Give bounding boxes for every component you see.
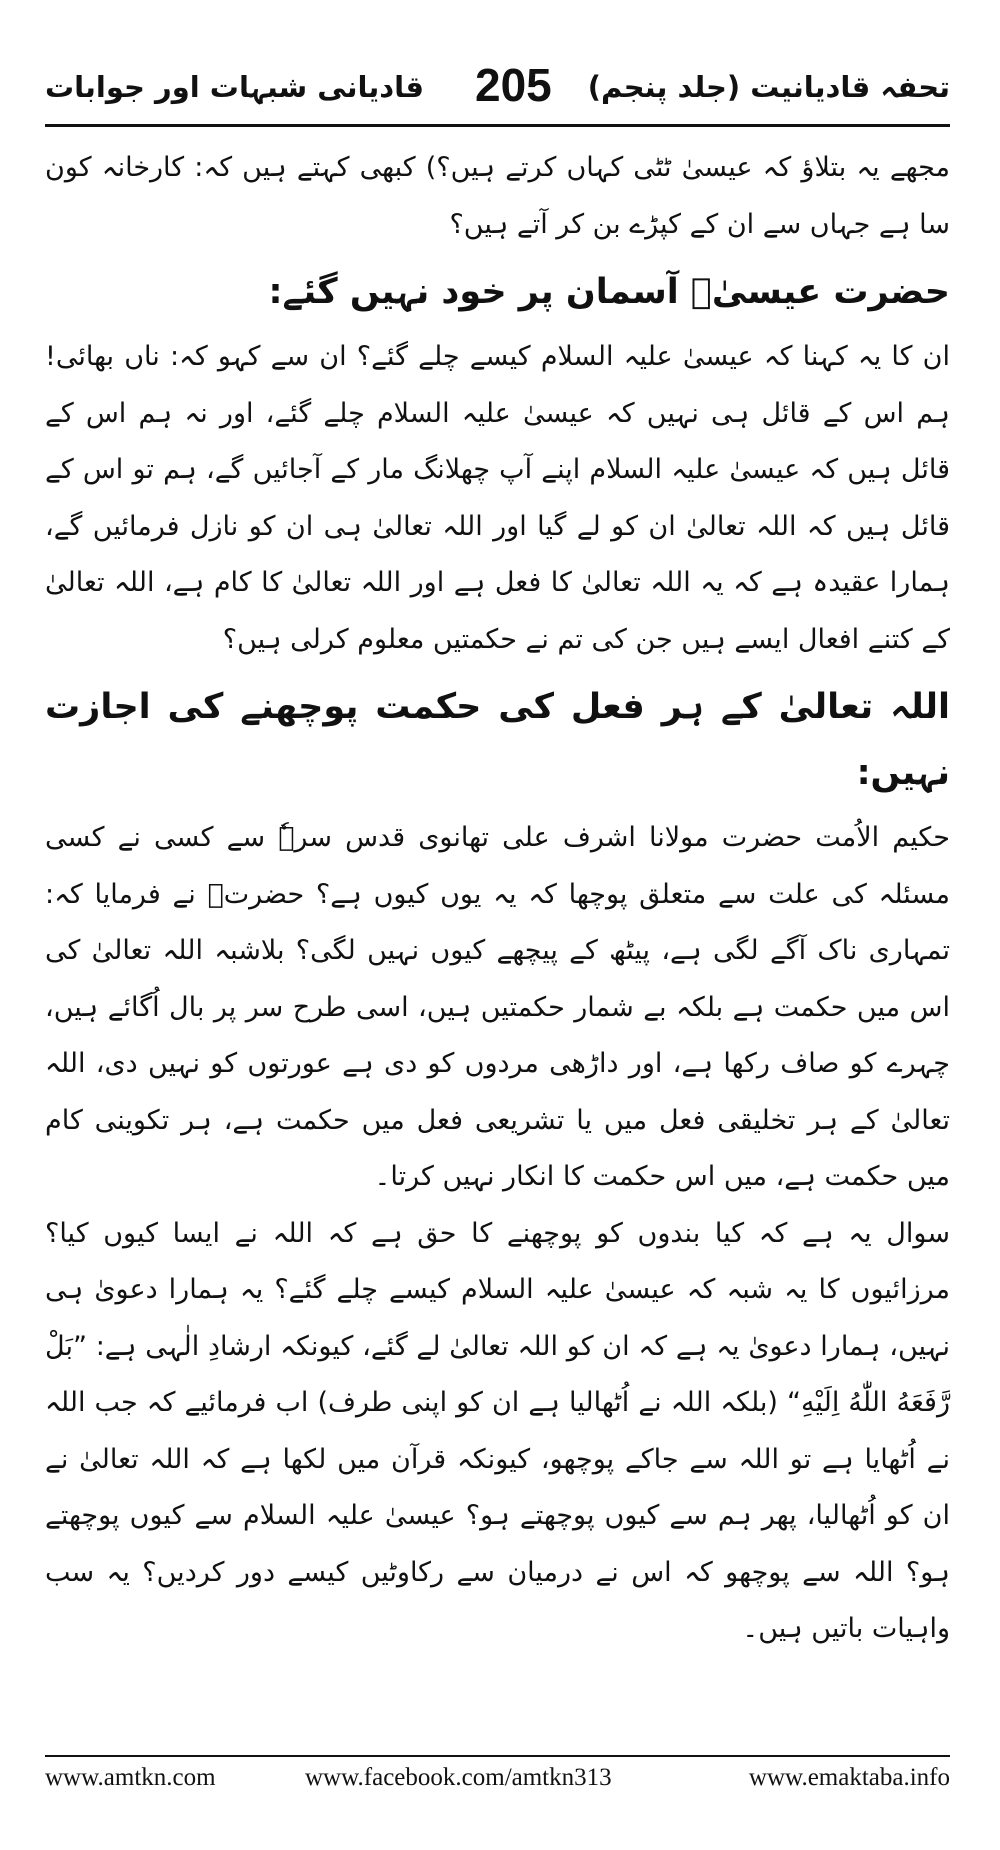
book-title: تحفہ قادیانیت (جلد پنجم) [587,70,950,104]
header-divider [45,124,950,127]
page-body [45,140,950,1658]
paragraph-4: سوال یہ ہے کہ کیا بندوں کو پوچھنے کا حق ہے کہ اللہ نے ایسا کیوں کیا؟ مرزائیوں کا یہ شبہ کہ عیسیٰ علیہ السلام کیسے چلے گئے؟ یہ ہمارا دعویٰ ہی نہیں، ہمارا دعویٰ یہ ہے کہ ان کو اللہ تعالیٰ لے گئے، کیونکہ ارشادِ الٰہی ہے: ”بَلْ رَّفَعَهُ اللّٰهُ اِلَيْهِ“ (بلکہ اللہ نے اُٹھالیا ہے ان کو اپنی طرف) اب فرمائیے کہ جب اللہ نے اُٹھایا ہے تو اللہ سے جاکے پوچھو، کیونکہ قرآن میں لکھا ہے کہ اللہ تعالیٰ نے ان کو اُٹھالیا، پھر ہم سے کیوں پوچھتے ہو؟ عیسیٰ علیہ السلام سے کیوں پوچھتے ہو؟ اللہ سے پوچھو کہ اس نے درمیان سے رکاوٹیں کیسے دور کردیں؟ یہ سب واہیات باتیں ہیں۔ [45,1217,950,1644]
heading-2: اللہ تعالیٰ کے ہر فعل کی حکمت پوچھنے کی اجازت نہیں: [45,687,950,793]
paragraph-2: ان کا یہ کہنا کہ عیسیٰ علیہ السلام کیسے چلے گئے؟ ان سے کہو کہ: ناں بھائی! ہم اس کے قائل ہی نہیں کہ عیسیٰ علیہ السلام چلے گئے، اور نہ ہم اس کے قائل ہیں کہ عیسیٰ علیہ السلام اپنے آپ چھلانگ مار کے آجائیں گے، ہم تو اس کے قائل ہیں کہ اللہ تعالیٰ ان کو لے گیا اور اللہ تعالیٰ ہی ان کو نازل فرمائیں گے، ہمارا عقیدہ ہے کہ یہ اللہ تعالیٰ کا فعل ہے اور اللہ تعالیٰ کا کام ہے، اللہ تعالیٰ کے کتنے افعال ایسے ہیں جن کی تم نے حکمتیں معلوم کرلی ہیں؟ [45,341,950,655]
footer-divider [45,1755,950,1757]
page-number: 205 [475,59,552,111]
paragraph-1: مجھے یہ بتلاؤ کہ عیسیٰ ٹٹی کہاں کرتے ہیں؟) کبھی کہتے ہیں کہ: کارخانہ کون سا ہے جہاں سے ان کے کپڑے بن کر آتے ہیں؟ [45,152,950,240]
paragraph-3: حکیم الاُمت حضرت مولانا اشرف علی تھانوی قدس سرہٗ سے کسی نے کسی مسئلہ کی علت سے متعلق پوچھا کہ یہ یوں کیوں ہے؟ حضرتؒ نے فرمایا کہ: تمہاری ناک آگے لگی ہے، پیٹھ کے پیچھے کیوں نہیں لگی؟ بلاشبہ اللہ تعالیٰ کی اس میں حکمت ہے بلکہ بے شمار حکمتیں ہیں، اسی طرح سر پر بال اُگائے ہیں، چہرے کو صاف رکھا ہے، اور داڑھی مردوں کو دی ہے عورتوں کو نہیں دی، اللہ تعالیٰ کے ہر تخلیقی فعل میں یا تشریعی فعل میں حکمت ہے، ہر تکوینی کام میں حکمت ہے، میں اس حکمت کا انکار نہیں کرتا۔ [45,822,950,1192]
footer-link-amtkn[interactable]: www.amtkn.com [45,1764,216,1791]
heading-1: حضرت عیسیٰؑ آسمان پر خود نہیں گئے: [268,272,950,312]
page-footer [45,1764,950,1804]
footer-link-facebook[interactable]: www.facebook.com/amtkn313 [305,1764,612,1791]
page-header [45,58,950,118]
footer-link-emaktaba[interactable]: www.emaktaba.info [748,1764,950,1791]
section-title: قادیانی شبہات اور جوابات [45,70,425,104]
